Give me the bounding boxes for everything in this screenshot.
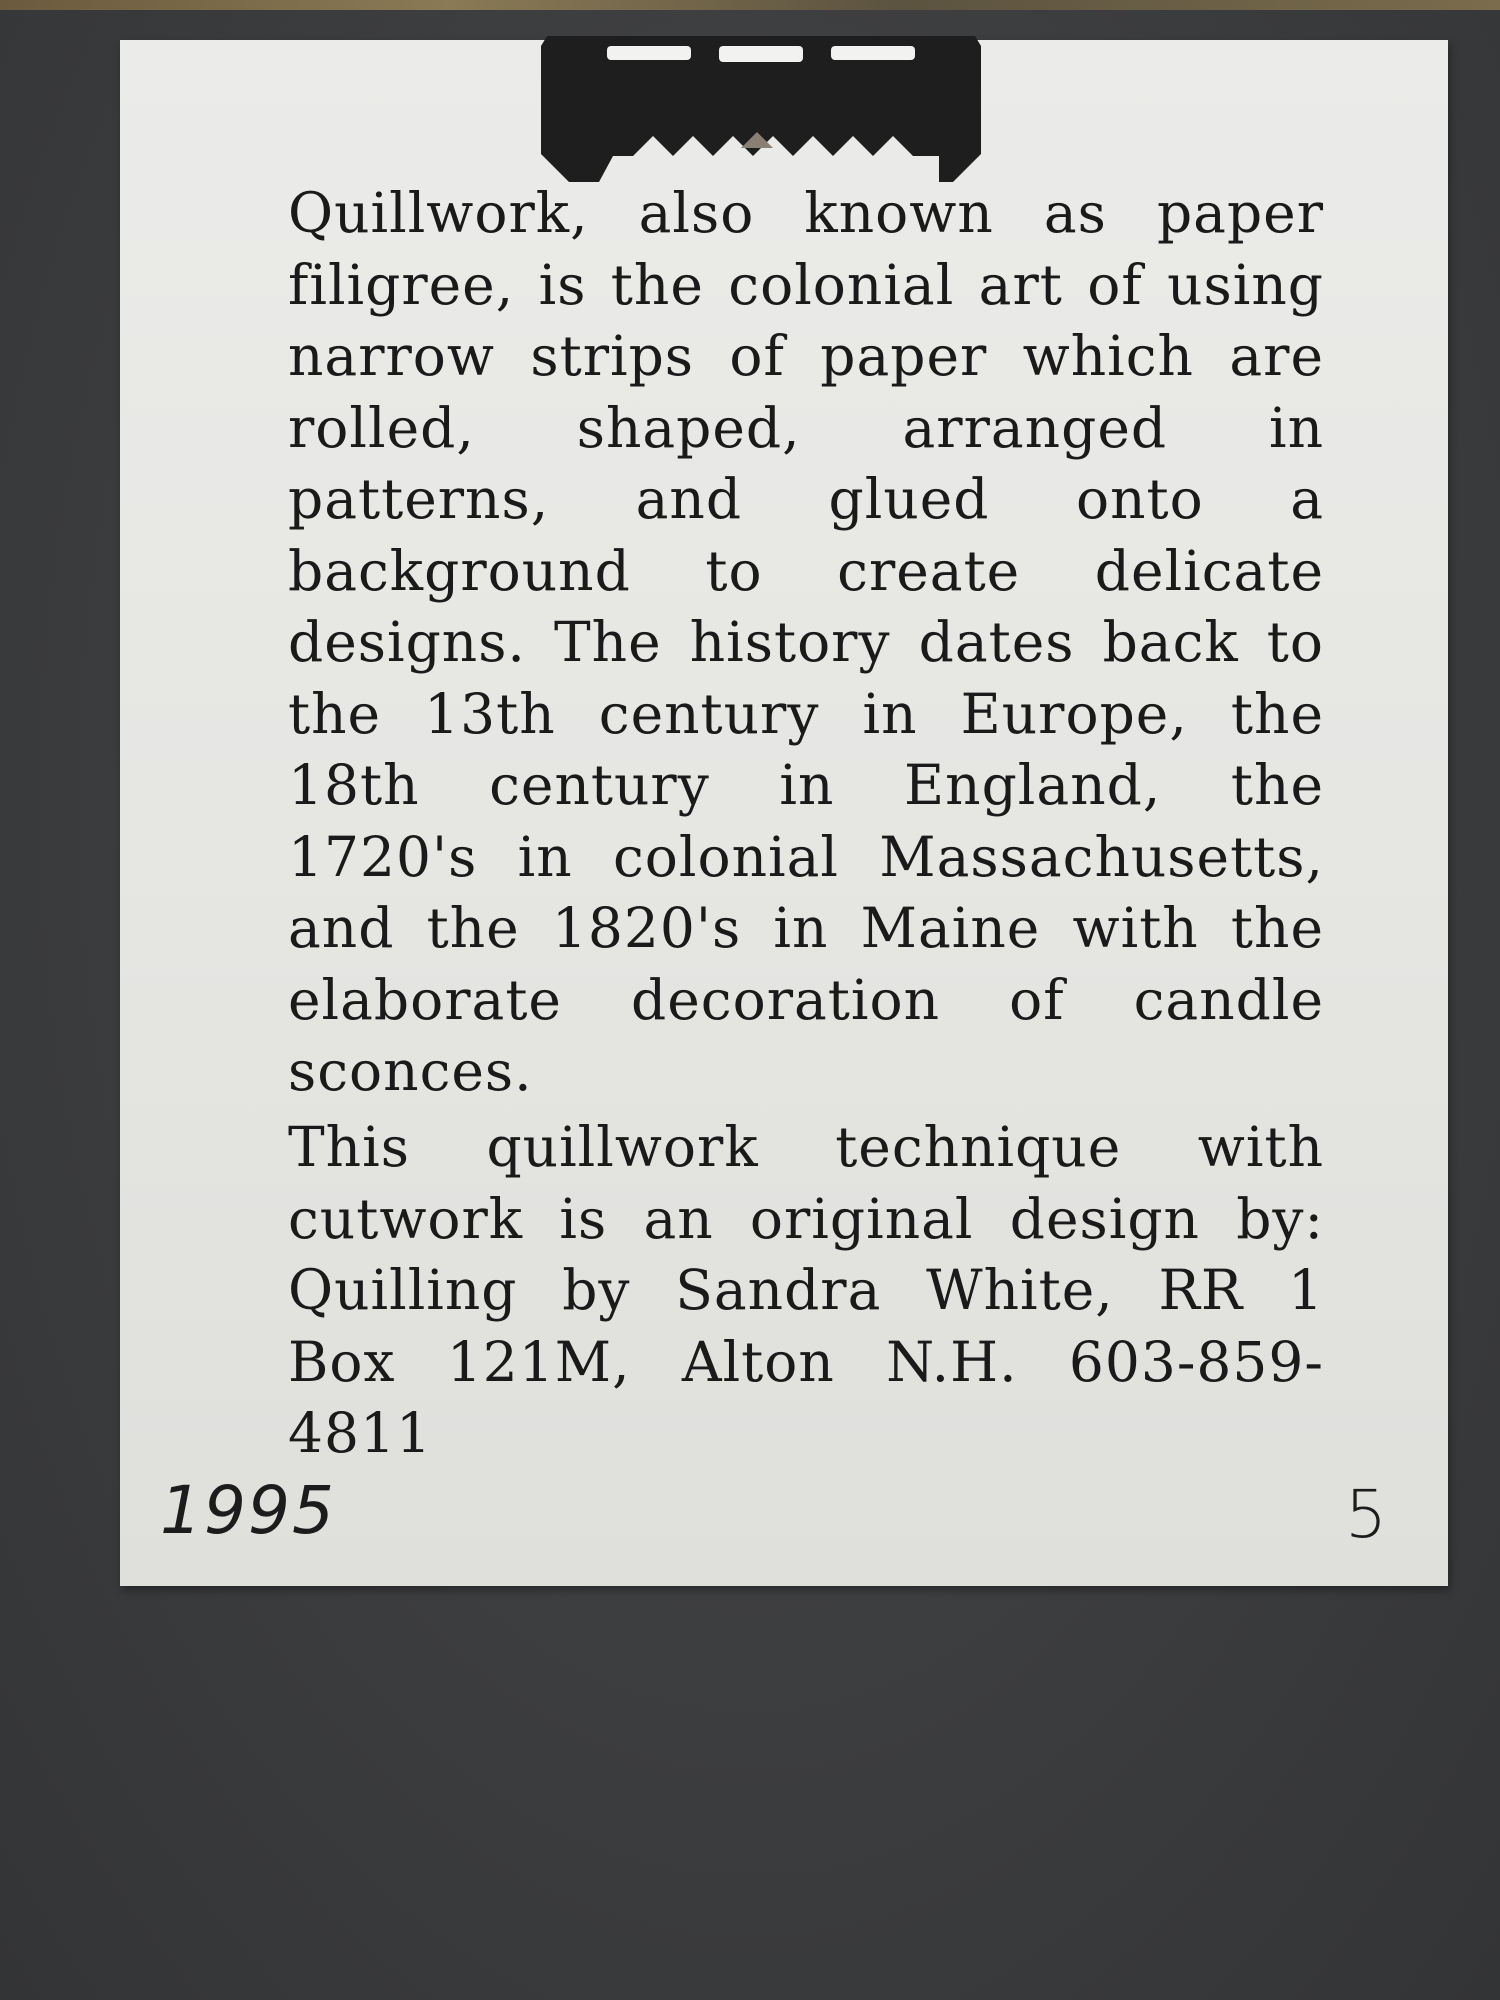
designer-credit-paragraph: This quillwork technique with cutwork is an original design by: Quilling by Sandra White, RR 1 Box 121M, Alton N.H. 603-859-4811 <box>288 1115 1324 1465</box>
frame-edge-strip <box>0 0 1500 10</box>
sawtooth-hanger-icon <box>541 36 981 184</box>
handwritten-number: 5 <box>1345 1476 1389 1553</box>
handwritten-year: 1995 <box>160 1472 336 1549</box>
history-paragraph: Quillwork, also known as paper filigree, is the colonial art of using narrow strips of paper which are rolled, shaped, arranged in patterns, and glued onto a background to create delicate designs. The history dates back to the 13th century in Europe, the 18th century in England, the 1720's in colonial Massachusetts, and the 1820's in Maine with the elaborate decoration of candle sconces. <box>288 181 1324 1103</box>
